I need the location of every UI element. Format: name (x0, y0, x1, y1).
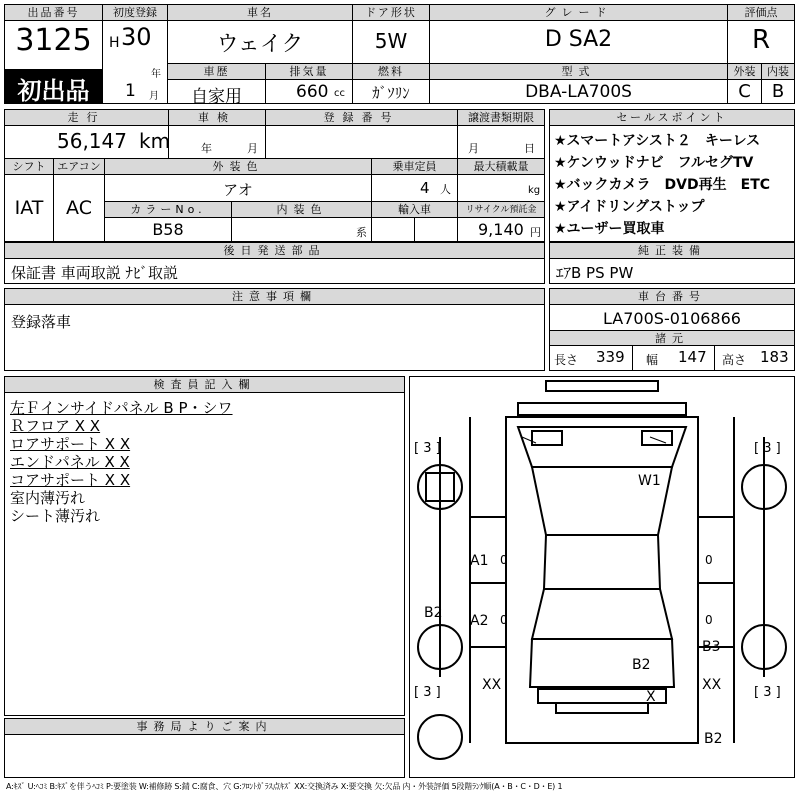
first-reg-label: 初度登録 (103, 5, 167, 21)
first-reg-cell (103, 5, 167, 103)
inspector-box (4, 376, 405, 716)
month-unit: 月 (149, 91, 159, 102)
notes-text: 登録落車 (11, 313, 72, 331)
displacement: 660 (296, 82, 329, 102)
model-cell (430, 64, 727, 103)
transfer-cell (458, 110, 544, 158)
tr-month-unit: 月 (468, 142, 479, 155)
color-label: 外装色 (105, 159, 371, 175)
mileage: 56,147 (57, 129, 127, 153)
displacement-label: 排気量 (266, 64, 352, 80)
shift-cell (5, 159, 53, 241)
ac-label: エアコン (54, 159, 104, 175)
name-label: 車名 (168, 5, 352, 21)
tire-depth-fr: [ 3 ] (754, 441, 781, 456)
mark-w1: W1 (638, 473, 661, 489)
recycle-unit: 円 (530, 226, 541, 239)
selling-points-label: セールスポイント (550, 110, 794, 126)
color-no-cell (105, 202, 231, 242)
mark-zero: 0 (705, 553, 713, 567)
int-color-label: 内装色 (232, 202, 372, 218)
height-value: 183 (760, 348, 789, 366)
mark-b2-left: B2 (424, 605, 443, 621)
displacement-unit: cc (334, 88, 345, 99)
reg-year: 30 (121, 23, 152, 51)
recycle-label: リサイクル預託金 (458, 202, 544, 218)
later-parts-text: 保証書 車両取説 ﾅﾋﾞ取説 (11, 264, 179, 282)
inspector-line: 室内薄汚れ (10, 489, 86, 507)
reg-cell (266, 110, 457, 158)
capacity-label: 乗車定員 (372, 159, 457, 175)
mark-a1: A1 (470, 553, 489, 569)
width-label: 幅 (646, 353, 659, 367)
selling-point: ★アイドリングストップ (554, 199, 705, 215)
interior-score: B (771, 81, 785, 102)
equipment-text: ｴｱB PS PW (556, 264, 634, 282)
ext-color: アオ (223, 181, 253, 199)
load-label: 最大積載量 (458, 159, 544, 175)
car-outline-svg (410, 377, 794, 777)
mileage-unit: km (139, 129, 171, 153)
transfer-label: 譲渡書類期限 (458, 110, 544, 126)
color-no: B58 (152, 220, 184, 239)
mark-zero: 0 (500, 553, 508, 567)
dims-label: 諸元 (550, 330, 794, 346)
load-unit: kg (528, 185, 541, 196)
mark-zero: 0 (500, 613, 508, 627)
later-parts-label: 後日発送部品 (5, 243, 544, 259)
car-name: ウェイク (216, 32, 304, 57)
later-parts-box (4, 242, 545, 284)
displacement-cell (266, 64, 352, 103)
chassis-label: 車台番号 (550, 289, 794, 305)
office-box (4, 718, 405, 778)
shift-label: シフト (5, 159, 53, 175)
reg-month: 1 (125, 81, 136, 101)
model: DBA-LA700S (525, 82, 632, 102)
width-value: 147 (678, 348, 707, 366)
interior-label: 内装 (762, 64, 794, 80)
year-unit: 年 (151, 69, 161, 80)
load-cell (458, 159, 544, 201)
recycle-cell (458, 202, 544, 242)
mileage-label: 走行 (5, 110, 168, 126)
inspector-line: コアサポート X X (10, 471, 131, 489)
exterior-label: 外装 (728, 64, 761, 80)
mark-a2: A2 (470, 613, 489, 629)
selling-point: ★ケンウッドナビ フルセグTV (554, 155, 754, 171)
lot-cell (5, 5, 102, 69)
exterior-score: C (738, 81, 751, 102)
inspector-line: Ｒフロア X X (10, 417, 101, 435)
grade: D SA2 (544, 27, 613, 52)
selling-points-box (549, 109, 795, 242)
equipment-label: 純正装備 (550, 243, 794, 259)
length-value: 339 (596, 348, 625, 366)
tire-depth-fl: [ 3 ] (414, 441, 441, 456)
int-color-cell (232, 202, 372, 242)
fuel: ｶﾞｿﾘﾝ (372, 84, 410, 102)
grade-label: グレード (430, 5, 727, 21)
insp-year-unit: 年 (201, 142, 212, 155)
door-cell (353, 5, 429, 63)
history-cell (168, 64, 265, 107)
score: R (751, 25, 771, 55)
ac-cell (54, 159, 104, 241)
capacity: 4 (420, 179, 430, 197)
reg-label: 登録番号 (266, 110, 457, 126)
tire-depth-rl: [ 3 ] (414, 685, 441, 700)
selling-point: ★ユーザー買取車 (554, 221, 665, 237)
import-label: 輸入車 (372, 202, 457, 218)
inspection-cell (169, 110, 265, 158)
color-no-label: カラーNo. (105, 202, 231, 218)
car-diagram (409, 376, 795, 778)
chassis-box (549, 288, 795, 371)
mark-b2-bottom: B2 (704, 731, 723, 747)
capacity-cell (372, 159, 457, 201)
mark-zero: 0 (705, 613, 713, 627)
mark-xx-left: XX (482, 677, 502, 693)
shift: IAT (14, 197, 44, 219)
chassis-number: LA700S-0106866 (603, 309, 741, 328)
fuel-cell (353, 64, 429, 103)
lot-label: 出品番号 (5, 5, 102, 21)
grade-cell (430, 5, 727, 63)
tr-day-unit: 日 (524, 142, 535, 155)
capacity-unit: 人 (440, 183, 451, 196)
selling-point: ★バックカメラ DVD再生 ETC (554, 177, 771, 193)
int-color-unit: 系 (356, 226, 367, 239)
legend: A:ｷｽﾞ U:ﾍｺﾐ B:ｷｽﾞを伴うﾍｺﾐ P:要塗装 W:補修跡 S:錆 C:腐食、穴 G:ﾌﾛﾝﾄｶﾞﾗｽ点ｷｽﾞ XX:交換済み X:要交換 欠:欠品 内・外装評価 5段階ﾗﾝｸ順(A・B・C・D・E) 1 (6, 782, 563, 791)
history-label: 車歴 (168, 64, 265, 80)
mileage-cell (5, 110, 171, 158)
name-cell (168, 5, 352, 63)
selling-point: ★スマートアシスト２ キーレス (554, 133, 761, 149)
inspector-line: エンドパネル X X (10, 453, 130, 471)
notes-box (4, 288, 545, 371)
history: 自家用 (191, 87, 242, 107)
equipment-box (549, 242, 795, 284)
spec-block (4, 109, 545, 242)
first-badge-text: 初出品 (17, 77, 90, 105)
first-badge (5, 69, 102, 103)
exterior-cell (728, 64, 761, 103)
score-cell (728, 5, 794, 63)
length-label: 長さ (554, 353, 579, 367)
score-label: 評価点 (728, 5, 794, 21)
mark-xx-right: XX (702, 677, 722, 693)
inspection-label: 車検 (169, 110, 265, 126)
mark-b3: B3 (702, 639, 721, 655)
notes-label: 注意事項欄 (5, 289, 544, 305)
header-block (4, 4, 795, 107)
color-cell (105, 159, 371, 201)
tire-depth-rr: [ 3 ] (754, 685, 781, 700)
era: H (109, 35, 120, 51)
office-label: 事務局よりご案内 (5, 719, 404, 735)
inspector-label: 検査員記入欄 (5, 377, 404, 393)
inspector-line: 左Ｆインサイドパネル B P・シワ (10, 399, 233, 417)
import-cell (372, 202, 457, 242)
ac: AC (66, 197, 92, 219)
interior-cell (762, 64, 794, 103)
inspector-line: ロアサポート X X (10, 435, 131, 453)
model-label: 型式 (430, 64, 727, 80)
recycle: 9,140 (478, 220, 524, 239)
insp-month-unit: 月 (247, 142, 258, 155)
mark-x: X (646, 689, 656, 705)
mark-b2-rear: B2 (632, 657, 651, 673)
door-label: ドア形状 (353, 5, 429, 21)
fuel-label: 燃料 (353, 64, 429, 80)
lot-number: 3125 (15, 23, 92, 58)
height-label: 高さ (722, 353, 747, 367)
door-type: 5W (374, 29, 408, 53)
inspector-line: シート薄汚れ (10, 507, 101, 525)
